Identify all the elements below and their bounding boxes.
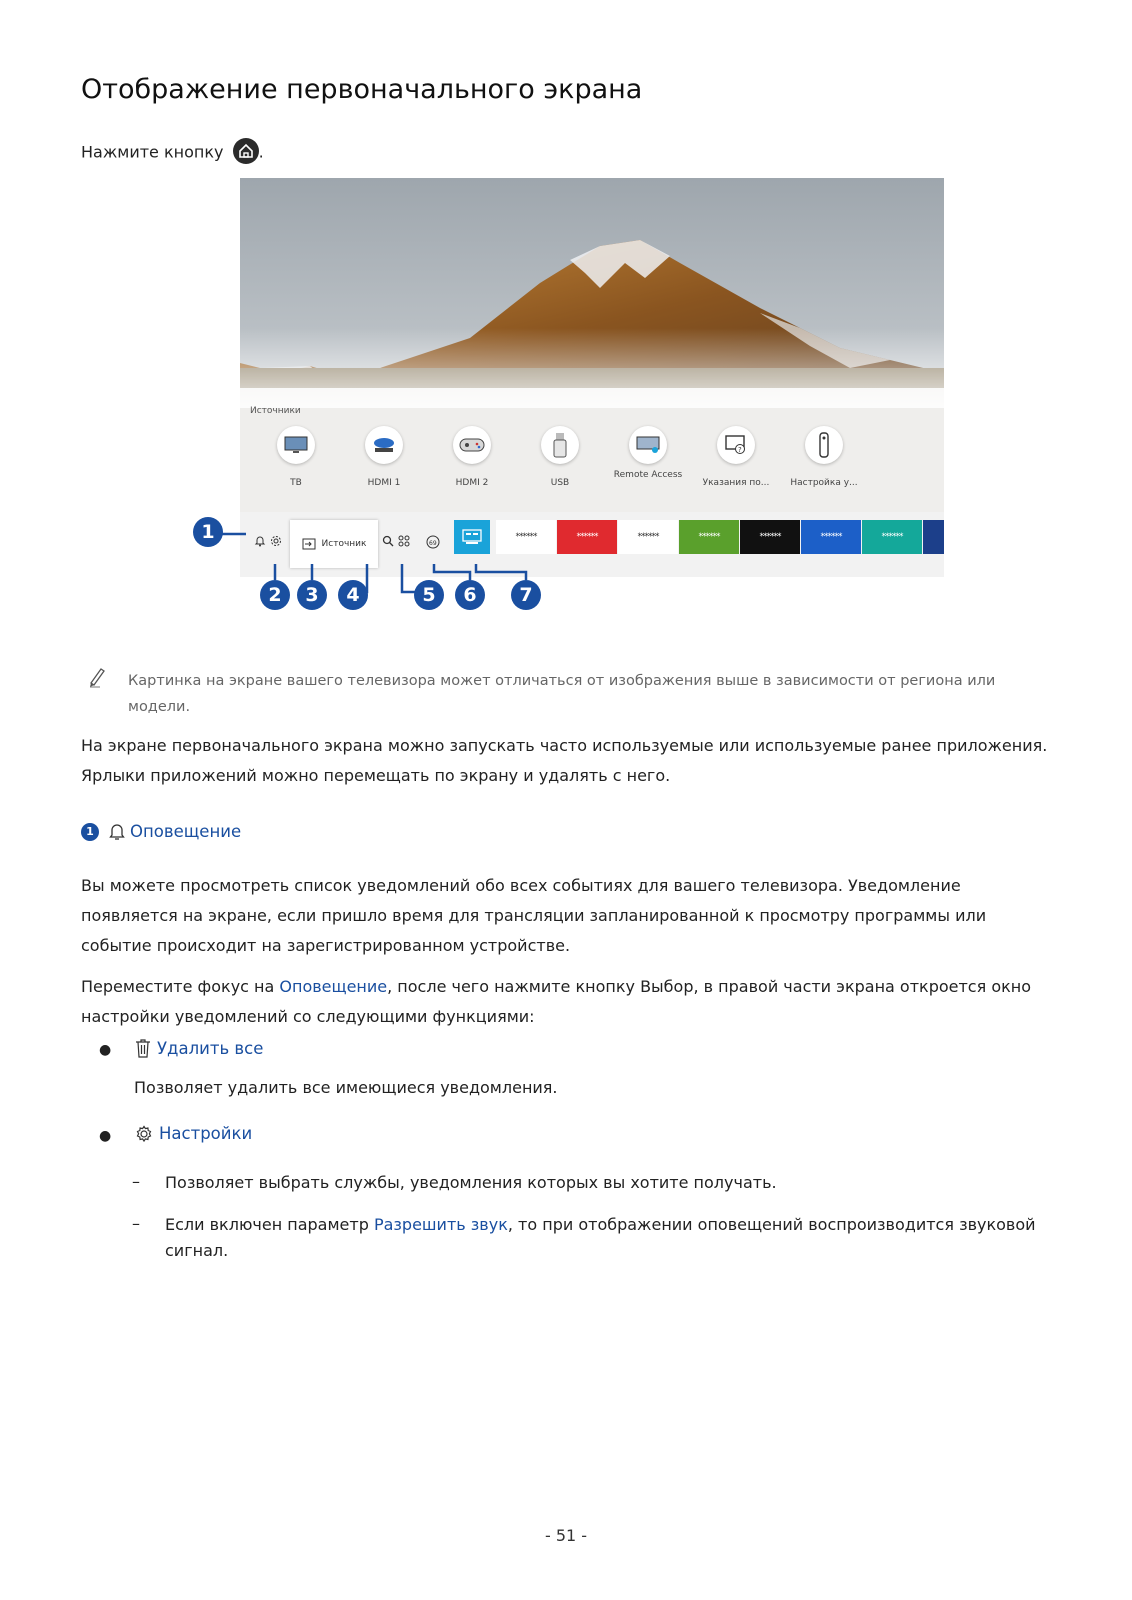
callout-2: 2 (260, 580, 290, 610)
bell-icon (109, 823, 125, 841)
remote-setup-icon (819, 432, 829, 458)
app-tile-partial[interactable] (923, 520, 944, 554)
page-title: Отображение первоначального экрана (81, 74, 643, 105)
source-hdmi1[interactable] (340, 426, 428, 500)
notification-link: Оповещение (279, 977, 388, 996)
focus-paragraph (81, 972, 1061, 1032)
focus-text-a: Переместите фокус на (81, 977, 280, 996)
bullet-dot: ● (99, 1128, 112, 1144)
trash-icon (135, 1038, 151, 1058)
svg-text:?: ? (738, 446, 742, 454)
source-label: Remote Access (613, 470, 683, 480)
app-tile[interactable] (801, 520, 861, 554)
source-label: ТВ (290, 478, 302, 488)
source-tv[interactable] (252, 426, 340, 500)
app-tile-label: ****** (820, 532, 842, 542)
app-tile-label: ****** (881, 532, 903, 542)
app-tile[interactable] (679, 520, 739, 554)
delete-all-heading (135, 1038, 263, 1058)
source-remote-access[interactable] (604, 426, 692, 492)
app-tile-label: ****** (576, 532, 598, 542)
callout-6: 6 (455, 580, 485, 610)
source-button-label: Источник (321, 539, 367, 549)
delete-all-desc: Позволяет удалить все имеющиеся уведомления. (134, 1078, 558, 1097)
app-tile[interactable] (862, 520, 922, 554)
image-note: Картинка на экране вашего телевизора может отличаться от изображения выше в зависимости от региона или модели. (128, 673, 996, 715)
callout-7: 7 (511, 580, 541, 610)
press-prefix: Нажмите кнопку (81, 142, 224, 162)
bullet-dot: ● (99, 1042, 112, 1058)
press-suffix: . (258, 142, 264, 162)
sound-text-b: , то при отображении оповещений воспроизводится звуковой сигнал. (165, 1215, 1036, 1260)
notification-paragraph: Вы можете просмотреть список уведомлений обо всех событиях для вашего телевизора. Уведомление появляется на экране, если пришло время для трансляции запланированной к просмотру программы или событие происходит на зарегистрированном устройстве. (81, 876, 987, 955)
app-tile[interactable] (618, 520, 678, 554)
focus-text-b: , после чего нажмите кнопку Выбор, в правой части экрана откроется окно настройки уведомлений со следующими функциями: (81, 977, 1032, 1026)
press-home-instruction (81, 140, 264, 166)
usb-icon (553, 432, 567, 458)
source-label: Указания по... (702, 478, 770, 488)
source-label: HDMI 2 (455, 478, 489, 488)
dash-marker: – (132, 1172, 140, 1191)
source-label: USB (550, 478, 570, 488)
app-tile-label: ****** (515, 532, 537, 542)
sound-text-a: Если включен параметр (165, 1215, 374, 1234)
callout-3: 3 (297, 580, 327, 610)
callout-4: 4 (338, 580, 368, 610)
app-tile[interactable] (557, 520, 617, 554)
app-tile-label: ****** (759, 532, 781, 542)
settings-item-2 (165, 1212, 1045, 1264)
gear-icon (135, 1125, 153, 1143)
source-label: Настройка у... (790, 478, 858, 488)
app-tile-label: ****** (637, 532, 659, 542)
home-icon (233, 138, 259, 164)
page-number: - 51 - (544, 1526, 588, 1545)
section-notification-heading (81, 822, 241, 841)
callout-1: 1 (193, 517, 223, 547)
callout-lines (180, 520, 560, 620)
source-guide[interactable] (692, 426, 780, 500)
dash-marker: – (132, 1214, 140, 1233)
gamepad-icon (459, 437, 485, 453)
app-tile[interactable] (740, 520, 800, 554)
guide-icon (725, 435, 747, 455)
bluray-icon (372, 436, 396, 454)
settings-item-1: Позволяет выбрать службы, уведомления которых вы хотите получать. (165, 1173, 777, 1192)
tv-icon (284, 436, 308, 454)
intro-paragraph: На экране первоначального экрана можно запускать часто используемые или используемые ранее приложения. Ярлыки приложений можно перемещать по экрану и удалять с него. (81, 736, 1048, 785)
tv-home-screenshot (240, 178, 944, 577)
source-usb[interactable] (516, 426, 604, 500)
callout-5: 5 (414, 580, 444, 610)
svg-text:69: 69 (429, 540, 437, 547)
section-number: 1 (81, 823, 99, 841)
sources-label: Источники (250, 406, 301, 416)
source-remote-setup[interactable] (780, 426, 868, 500)
source-label: HDMI 1 (367, 478, 401, 488)
delete-all-title: Удалить все (157, 1038, 264, 1058)
section-title: Оповещение (130, 822, 242, 841)
pencil-icon (88, 666, 106, 688)
settings-title: Настройки (159, 1124, 253, 1143)
settings-heading (135, 1124, 252, 1143)
source-hdmi2[interactable] (428, 426, 516, 500)
allow-sound-link: Разрешить звук (373, 1215, 508, 1234)
app-tile-label: ****** (698, 532, 720, 542)
remote-access-icon (636, 436, 660, 454)
